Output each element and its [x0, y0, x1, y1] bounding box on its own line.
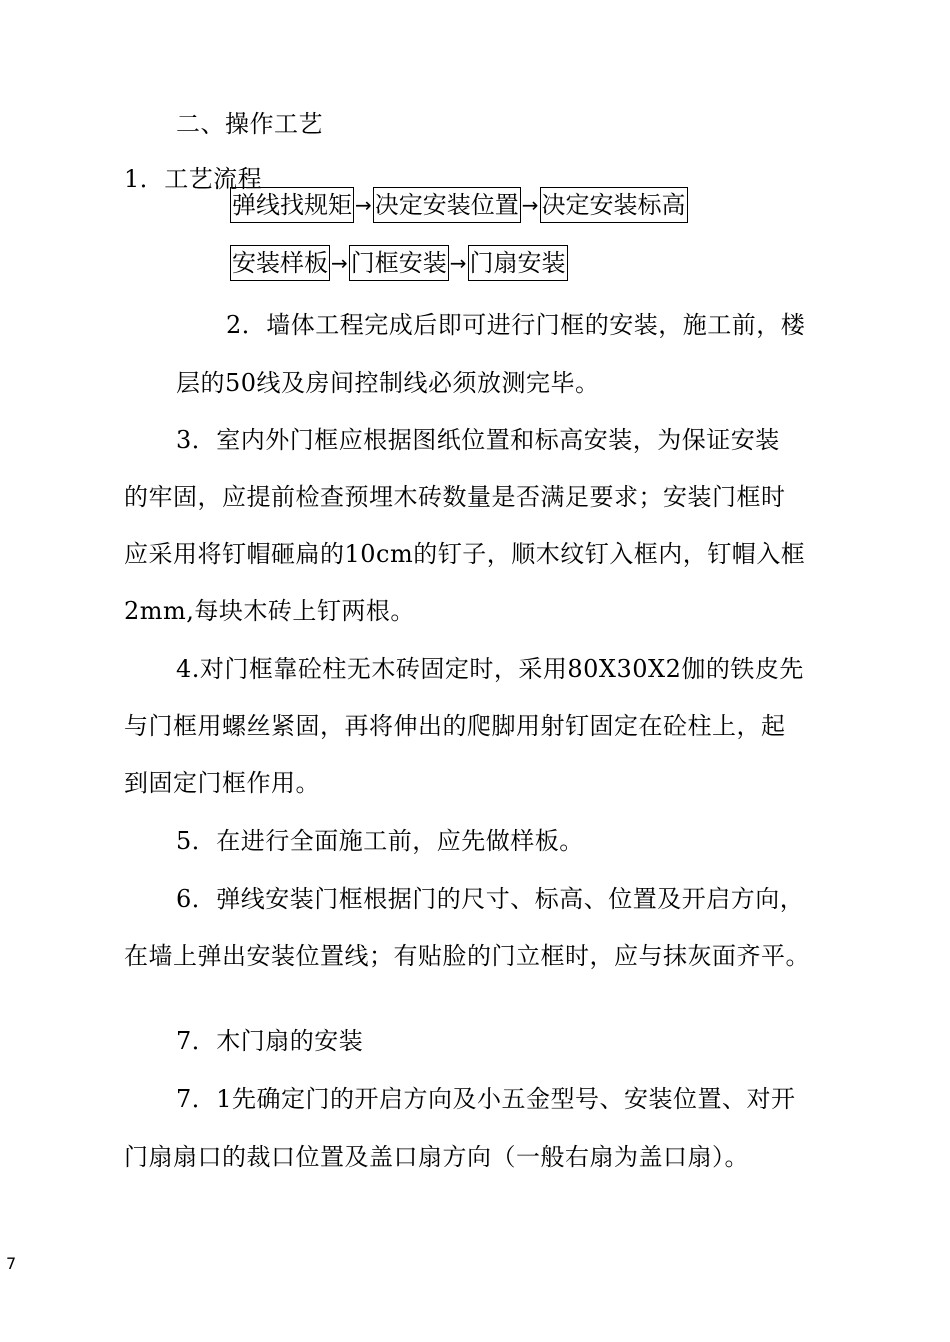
paragraph-3-line-3: 应采用将钉帽砸扁的10cm的钉子，顺木纹钉入框内，钉帽入框: [124, 540, 806, 568]
paragraph-3-line-4: 2mm,每块木砖上钉两根。: [124, 597, 415, 625]
page-number: 7: [6, 1254, 17, 1273]
flow-box-frame-install: 门框安装: [349, 245, 449, 281]
paragraph-7-title: 7．木门扇的安装: [176, 1027, 364, 1055]
flow-box-install-elevation: 决定安装标高: [540, 187, 688, 223]
arrow-right-icon: →: [355, 193, 372, 217]
flow-box-snap-line: 弹线找规矩: [230, 187, 354, 223]
flow-box-sample: 安装样板: [230, 245, 330, 281]
paragraph-3-line-1: 3．室内外门框应根据图纸位置和标高安装，为保证安装: [176, 426, 780, 454]
paragraph-2-line-1: 2．墙体工程完成后即可进行门框的安装，施工前，楼: [226, 311, 806, 339]
paragraph-6-line-1: 6．弹线安装门框根据门的尺寸、标高、位置及开启方向，: [176, 885, 805, 913]
paragraph-3-line-2: 的牢固，应提前检查预埋木砖数量是否满足要求；安装门框时: [124, 483, 786, 511]
section-title: 二、操作工艺: [176, 110, 323, 138]
paragraph-6-line-2: 在墙上弹出安装位置线；有贴脸的门立框时，应与抹灰面齐平。: [124, 942, 810, 970]
paragraph-4-line-2: 与门框用螺丝紧固，再将伸出的爬脚用射钉固定在砼柱上，起: [124, 712, 786, 740]
flow-row-1: [230, 187, 688, 223]
paragraph-7-1-line-2: 门扇扇口的裁口位置及盖口扇方向（一般右扇为盖口扇）。: [124, 1143, 749, 1171]
flow-box-leaf-install: 门扇安装: [468, 245, 568, 281]
paragraph-7-1-line-1: 7．1先确定门的开启方向及小五金型号、安装位置、对开: [176, 1085, 796, 1113]
arrow-right-icon: →: [449, 251, 467, 275]
paragraph-4-line-1: 4.对门框靠砼柱无木砖固定时，采用80X30X2伽的铁皮先: [176, 655, 804, 683]
flow-box-install-position: 决定安装位置: [373, 187, 521, 223]
step1-title: 1．工艺流程: [124, 165, 263, 193]
arrow-right-icon: →: [521, 193, 539, 217]
flow-row-2: [230, 245, 568, 281]
paragraph-4-line-3: 到固定门框作用。: [124, 769, 320, 797]
paragraph-2-line-2: 层的50线及房间控制线必须放测完毕。: [176, 369, 600, 397]
arrow-right-icon: →: [331, 251, 348, 275]
paragraph-5-line-1: 5．在进行全面施工前，应先做样板。: [176, 827, 584, 855]
